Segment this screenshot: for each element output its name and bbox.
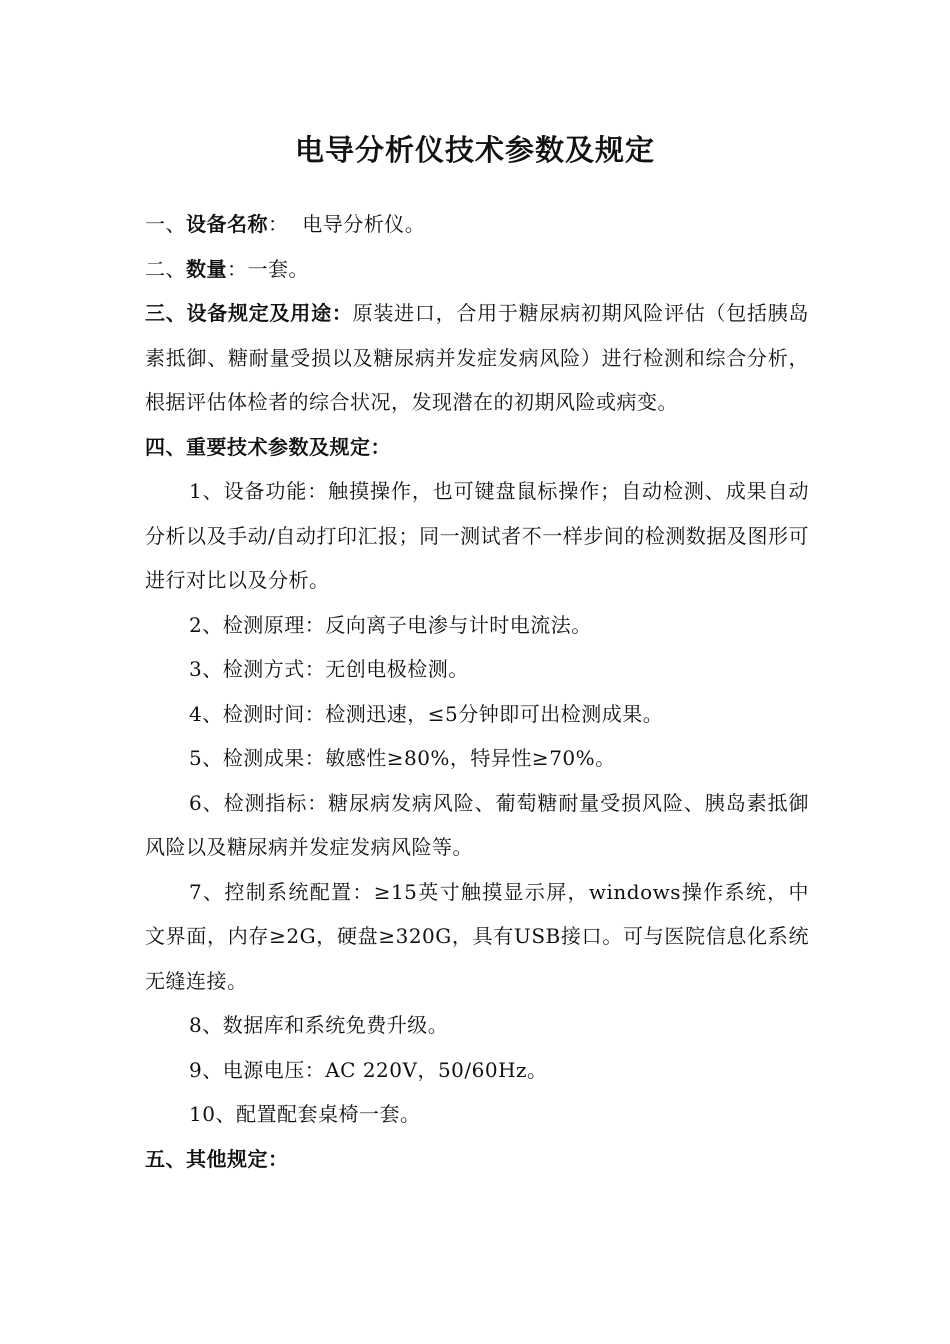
section-separator: ： [227, 256, 248, 281]
param-item: 3、检测方式：无创电极检测。 [189, 657, 469, 681]
document-body [145, 202, 809, 1181]
section-label: 设备名称 [186, 212, 268, 236]
param-item: 6、检测指标：糖尿病发病风险、葡萄糖耐量受损风险、胰岛素抵御风险以及糖尿病并发症发病风险等。 [145, 790, 809, 859]
param-item: 10、配置配套桌椅一套。 [189, 1102, 421, 1126]
section-text: 电导分析仪。 [288, 212, 426, 236]
section-separator: ： [268, 212, 289, 236]
param-item: 8、数据库和系统免费升级。 [189, 1013, 449, 1037]
param-item: 7、控制系统配置：≥15英寸触摸显示屏，windows操作系统，中文界面，内存≥2G，硬盘≥320G，具有USB接口。可与医院信息化系统无缝连接。 [145, 879, 809, 993]
section-requirements-usage [145, 291, 809, 425]
section-label: 三、设备规定及用途： [145, 301, 353, 325]
section-technical-params-heading: 四、重要技术参数及规定： [145, 434, 391, 459]
param-item: 9、电源电压：AC 220V，50/60Hz。 [189, 1057, 548, 1082]
param-item: 1、设备功能：触摸操作，也可键盘鼠标操作；自动检测、成果自动分析以及手动/自动打印汇报；同一测试者不一样步间的检测数据及图形可进行对比以及分析。 [145, 479, 809, 592]
section-quantity [145, 247, 809, 292]
section-label: 数量 [186, 256, 227, 281]
section-text: 一套。 [247, 256, 309, 281]
param-item: 4、检测时间：检测迅速，≤5分钟即可出检测成果。 [189, 701, 664, 726]
section-text: 原装进口，合用于糖尿病初期风险评估（包括胰岛素抵御、糖耐量受损以及糖尿病并发症发病风险）进行检测和综合分析，根据评估体检者的综合状况，发现潜在的初期风险或病变。 [145, 301, 810, 414]
document-title: 电导分析仪技术参数及规定 [294, 133, 655, 167]
section-prefix: 一、 [145, 212, 186, 236]
section-equipment-name [145, 202, 809, 247]
section-other-heading: 五、其他规定： [145, 1146, 289, 1171]
section-prefix: 二、 [145, 256, 186, 281]
param-item: 5、检测成果：敏感性≥80%，特异性≥70%。 [189, 746, 616, 770]
param-item: 2、检测原理：反向离子电渗与计时电流法。 [189, 612, 592, 637]
